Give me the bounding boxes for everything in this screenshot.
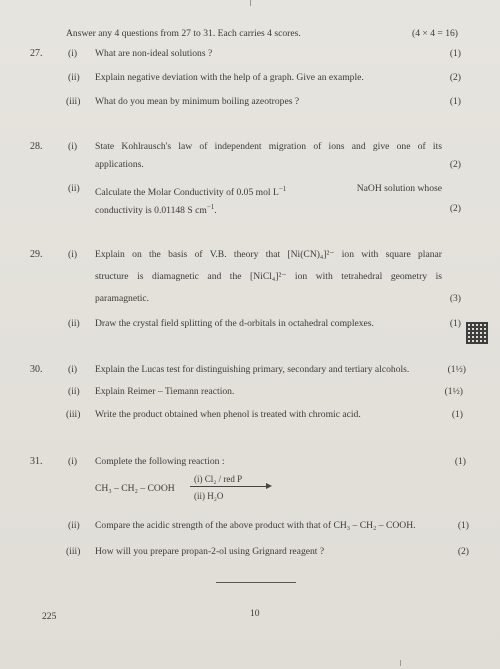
reaction-reactant: CH₃ – CH₂ – COOH <box>95 483 175 494</box>
question-text: structure is diamagnetic and the [NiCl₄]²⁻ ion with tetrahedral geometry is <box>95 271 442 282</box>
scan-mark <box>400 660 401 666</box>
end-rule <box>216 582 296 583</box>
subpart-label: (ii) <box>68 520 80 531</box>
question-mark: (1) <box>451 409 463 420</box>
subpart-label: (i) <box>68 141 78 152</box>
question-text: Compare the acidic strength of the above product with that of CH₃ – CH₂ – COOH. <box>95 520 416 531</box>
question-text: Write the product obtained when phenol is treated with chromic acid. <box>95 409 361 420</box>
question-mark: (2) <box>449 72 461 83</box>
question-text: Calculate the Molar Conductivity of 0.05 mol $L^{-1}$ NaOH solution whose <box>95 183 442 198</box>
reaction-arrow <box>190 486 268 487</box>
question-text: paramagnetic. <box>95 293 150 304</box>
subpart-label: (i) <box>68 48 78 59</box>
subpart-label: (ii) <box>68 386 80 397</box>
question-mark: (1) <box>454 456 466 467</box>
reaction-reagent-top: (i) Cl₂ / red P <box>194 474 243 484</box>
question-mark: (3) <box>449 293 461 304</box>
question-text: Complete the following reaction : <box>95 456 225 467</box>
question-text: Explain the Lucas test for distinguishing primary, secondary and tertiary alcohols. <box>95 364 410 375</box>
question-mark: (2) <box>457 546 469 557</box>
question-text: Draw the crystal field splitting of the d-orbitals in octahedral complexes. <box>95 318 374 329</box>
question-text: Explain on the basis of V.B. theory that [Ni(CN)₄]²⁻ ion with square planar <box>95 249 442 260</box>
question-text: conductivity is 0.01148 S $cm^{-1}$. <box>95 203 217 216</box>
subpart-label: (iii) <box>66 409 81 420</box>
question-text: State Kohlrausch's law of independent migration of ions and give one of its <box>95 141 442 152</box>
subpart-label: (iii) <box>66 546 81 557</box>
subpart-label: (iii) <box>66 96 81 107</box>
subpart-label: (ii) <box>68 72 80 83</box>
section-marks: (4 × 4 = 16) <box>412 28 458 39</box>
question-number-28: 28. <box>30 141 43 152</box>
page-number: 10 <box>250 608 260 619</box>
section-instruction: Answer any 4 questions from 27 to 31. Each carries 4 scores. <box>66 28 301 39</box>
subpart-label: (i) <box>68 364 78 375</box>
subpart-label: (ii) <box>68 318 80 329</box>
arrow-head-icon <box>266 483 272 489</box>
question-mark: (2) <box>449 159 461 170</box>
question-mark: (2) <box>449 203 461 214</box>
scan-mark <box>250 0 251 6</box>
question-text: What are non-ideal solutions ? <box>95 48 213 59</box>
question-mark: (1½) <box>444 386 463 397</box>
reaction-reagent-bottom: (ii) H₂O <box>194 491 224 501</box>
subpart-label: (i) <box>68 249 78 260</box>
question-text: applications. <box>95 159 144 170</box>
subpart-label: (i) <box>68 456 78 467</box>
question-mark: (1) <box>449 96 461 107</box>
question-mark: (1) <box>457 520 469 531</box>
question-text: What do you mean by minimum boiling azeotropes ? <box>95 96 300 107</box>
question-text: Explain negative deviation with the help of a graph. Give an example. <box>95 72 364 83</box>
question-text: Explain Reimer – Tiemann reaction. <box>95 386 235 397</box>
question-text: How will you prepare propan-2-ol using Grignard reagent ? <box>95 546 325 557</box>
subpart-label: (ii) <box>68 183 80 194</box>
paper-code: 225 <box>42 611 57 622</box>
question-number-31: 31. <box>30 456 43 467</box>
question-number-27: 27. <box>30 48 43 59</box>
question-mark: (1) <box>449 318 461 329</box>
question-mark: (1) <box>449 48 461 59</box>
question-number-29: 29. <box>30 249 43 260</box>
question-mark: (1½) <box>447 364 466 375</box>
qr-code-icon <box>466 322 488 344</box>
question-number-30: 30. <box>30 364 43 375</box>
